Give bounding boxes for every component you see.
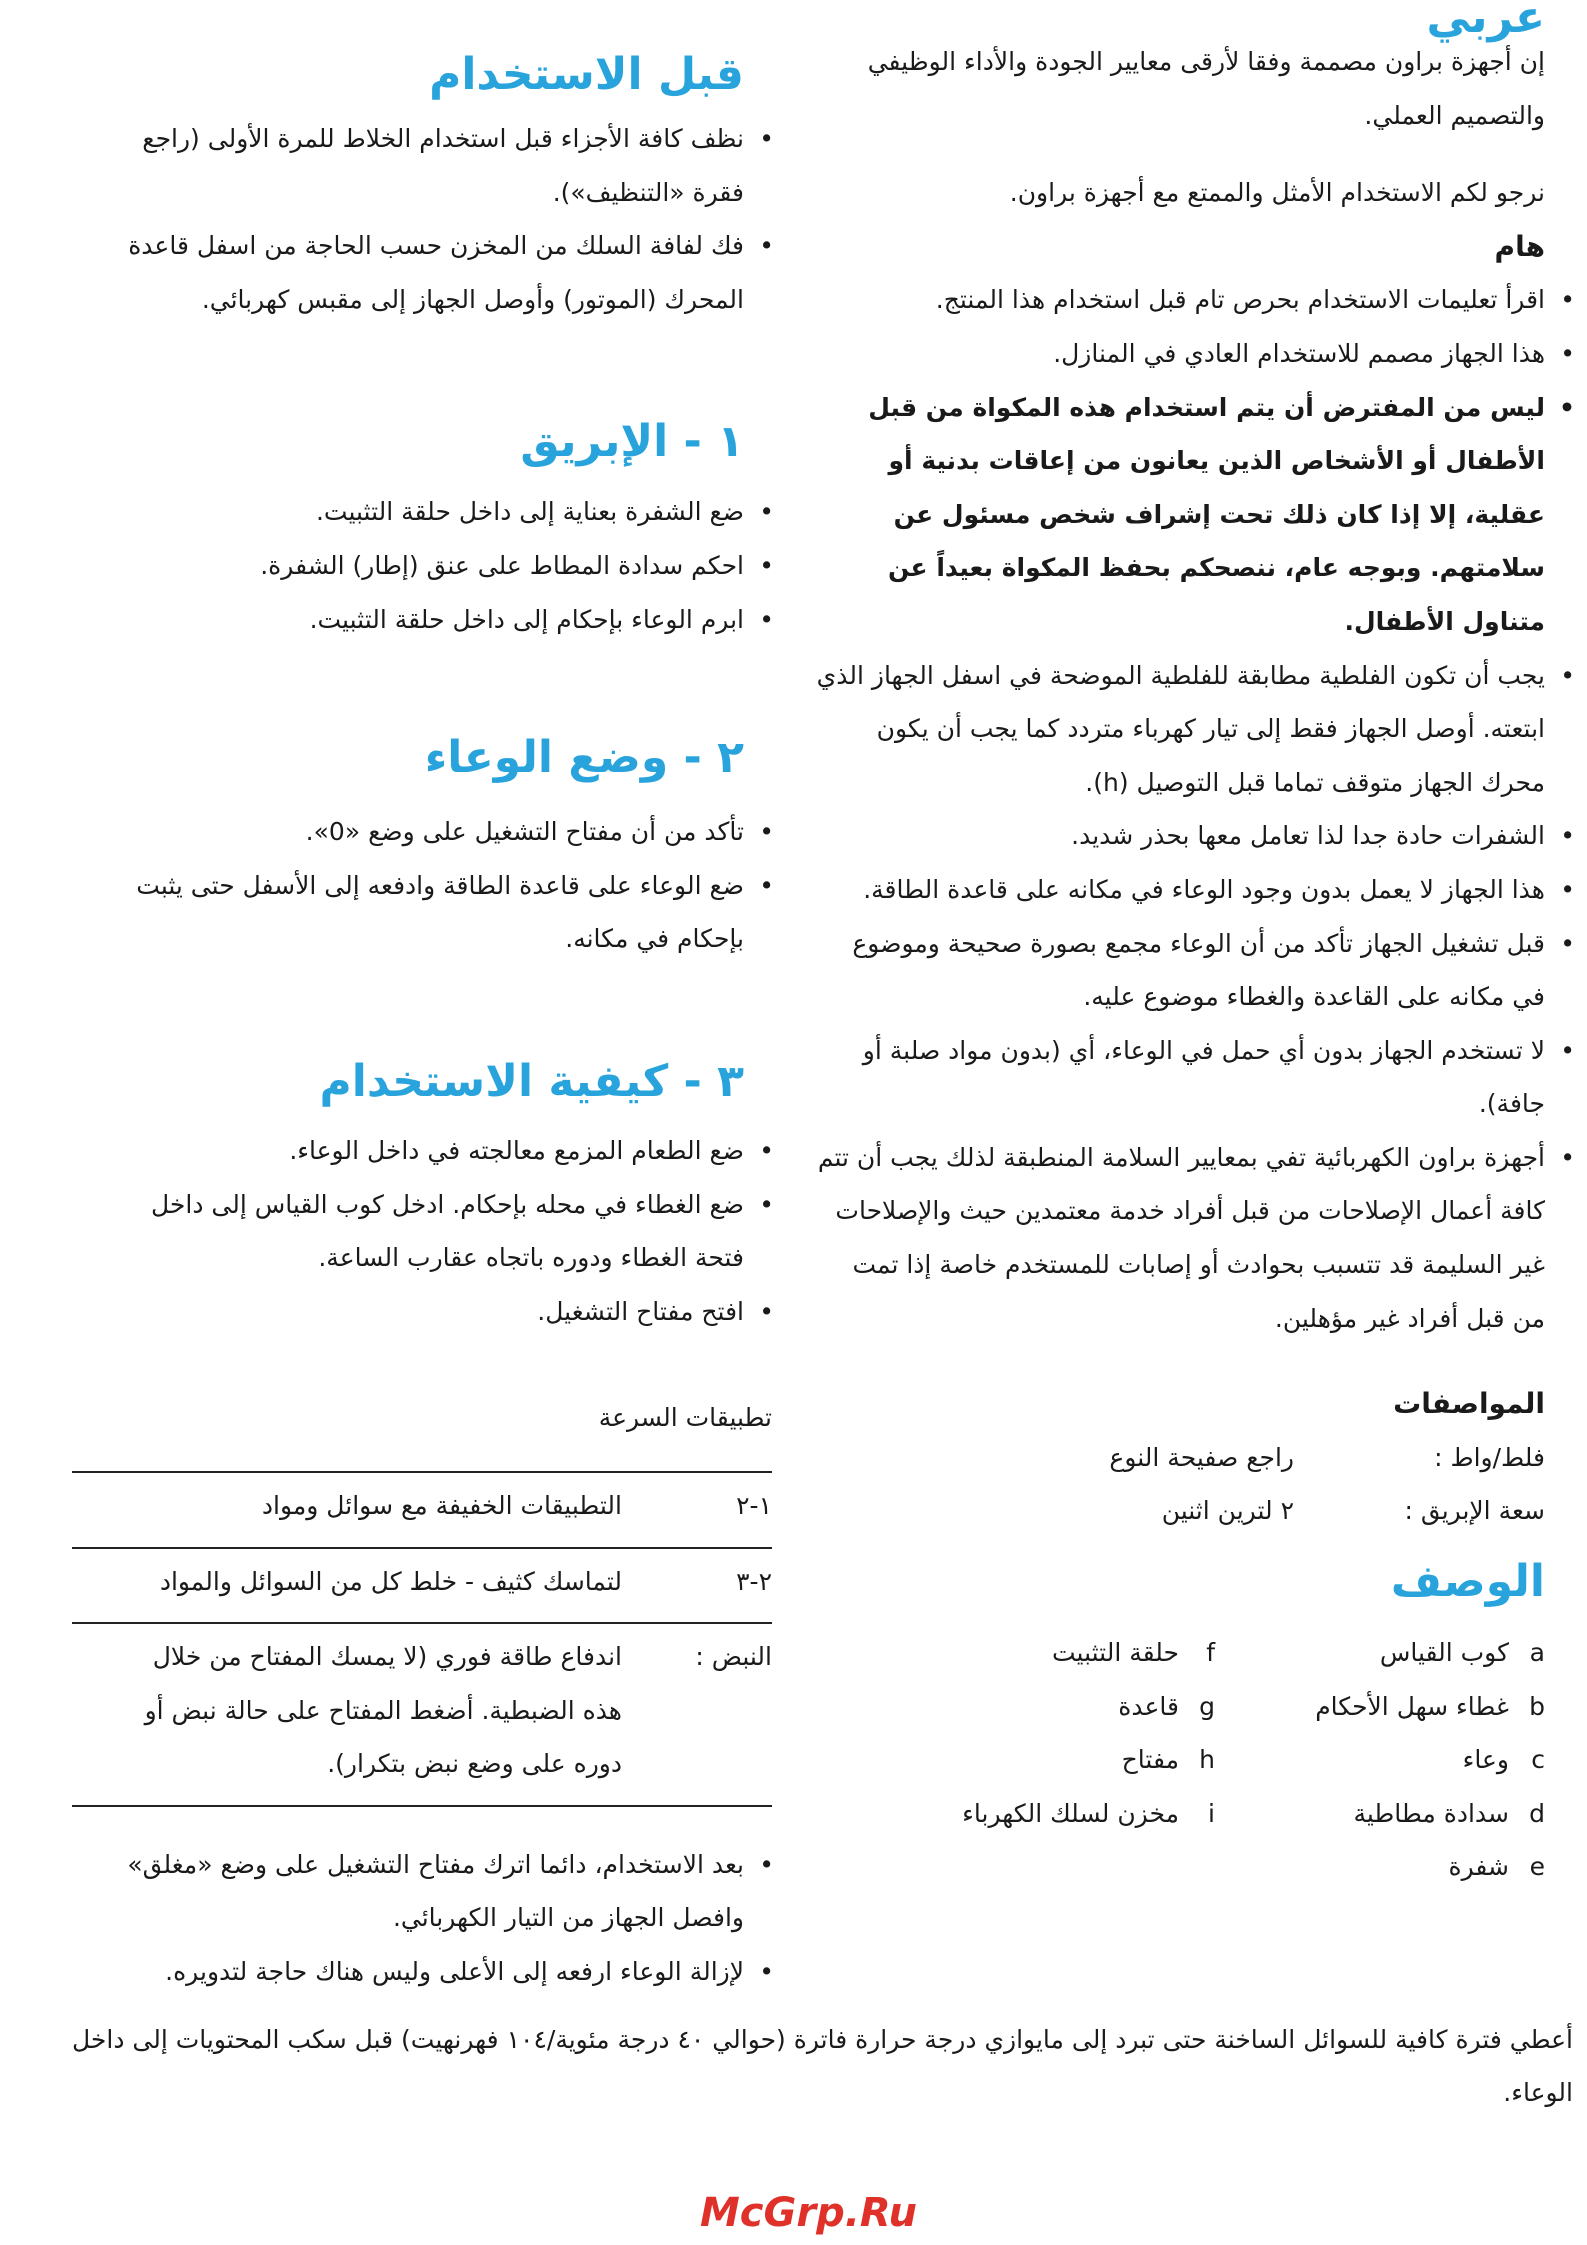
part-name: حلقة التثبيت bbox=[1051, 1638, 1179, 1668]
list-item: • قبل تشغيل الجهاز تأكد من أن الوعاء مجمع بصورة صحيحة وموضوع في مكانه على القاعدة والغطاء موضوع عليه. bbox=[815, 917, 1545, 1024]
list-item: • هذا الجهاز لا يعمل بدون وجود الوعاء في مكانه على قاعدة الطاقة. bbox=[815, 863, 1545, 917]
list-item: • لا تستخدم الجهاز بدون أي حمل في الوعاء، أي (بدون مواد صلبة أو جافة). bbox=[815, 1024, 1545, 1131]
jug-heading: ١ - الإبريق bbox=[520, 416, 744, 468]
part-key: d bbox=[1529, 1798, 1545, 1828]
table-row bbox=[72, 1547, 772, 1623]
part-key bbox=[1179, 1840, 1215, 1894]
list-item: • لإزالة الوعاء ارفعه إلى الأعلى وليس هناك حاجة لتدويره. bbox=[107, 1945, 744, 1999]
list-item: • فك لفافة السلك من المخزن حسب الحاجة من اسفل قاعدة المحرك (الموتور) وأوصل الجهاز إلى مقبس كهربائي. bbox=[107, 219, 744, 326]
language-heading: عربي bbox=[1426, 0, 1545, 43]
part-name: غطاء سهل الأحكام bbox=[1315, 1691, 1509, 1721]
list-item: • اقرأ تعليمات الاستخدام بحرص تام قبل استخدام هذا المنتج. bbox=[815, 273, 1545, 327]
speed-key: ١-٢ bbox=[736, 1490, 772, 1520]
speed-table-title: تطبيقات السرعة bbox=[598, 1403, 772, 1433]
part-key: e bbox=[1529, 1852, 1545, 1882]
intro-paragraph-2: نرجو لكم الاستخدام الأمثل والممتع مع أجهزة براون. bbox=[1009, 178, 1545, 208]
list-item: • ضع الوعاء على قاعدة الطاقة وادفعه إلى الأسفل حتى يثبت بإحكام في مكانه. bbox=[107, 859, 744, 966]
intro-paragraph: إن أجهزة براون مصممة وفقا لأرقى معايير الجودة والأداء الوظيفي والتصميم العملي. bbox=[867, 47, 1545, 130]
table-row bbox=[72, 1471, 772, 1547]
part-name: وعاء bbox=[1462, 1745, 1509, 1775]
part-name: مخزن لسلك الكهرباء bbox=[962, 1798, 1179, 1828]
list-item: • افتح مفتاح التشغيل. bbox=[107, 1285, 744, 1339]
part-key: i bbox=[1208, 1798, 1215, 1828]
list-item: • احكم سدادة المطاط على عنق (إطار) الشفرة. bbox=[107, 539, 744, 593]
list-item: • الشفرات حادة جدا لذا تعامل معها بحذر شديد. bbox=[815, 809, 1545, 863]
bowl-heading: ٢ - وضع الوعاء bbox=[424, 732, 744, 784]
speed-value: التطبيقات الخفيفة مع سوائل ومواد bbox=[261, 1490, 622, 1520]
watermark: McGrp.Ru bbox=[700, 2190, 917, 2236]
list-item: • تأكد من أن مفتاح التشغيل على وضع «0». bbox=[107, 805, 744, 859]
part-key: f bbox=[1206, 1638, 1215, 1668]
list-item: • يجب أن تكون الفلطية مطابقة للفلطية الموضحة في اسفل الجهاز الذي ابتعته. أوصل الجهاز فقط إلى تيار كهرباء متردد كما يجب أن يكون محرك الجهاز متوقف تماما قبل التوصيل (h). bbox=[815, 649, 1545, 810]
specs-table bbox=[815, 1431, 1545, 1538]
list-item: • أجهزة براون الكهربائية تفي بمعايير السلامة المنطبقة لذلك يجب أن تتم كافة أعمال الإصلاحات من قبل أفراد خدمة معتمدين حيث والإصلاحات غير السليمة قد تتسبب بحوادث أو إصابات للمستخدم خاصة إذا تمت من قبل أفراد غير مؤهلين. bbox=[815, 1131, 1545, 1345]
part-key: a bbox=[1529, 1638, 1545, 1668]
part-name: مفتاح bbox=[1121, 1745, 1179, 1775]
part-name bbox=[815, 1840, 1179, 1894]
list-item-warning: • ليس من المفترض أن يتم استخدام هذه المكواة من قبل الأطفال أو الأشخاص الذين يعانون من إعاقات بدنية أو عقلية، إلا إذا كان ذلك تحت إشراف شخص مسئول عن سلامتهم. وبوجه عام، ننصحكم بحفظ المكواة بعيداً عن متناول الأطفال. bbox=[815, 381, 1545, 649]
spec-label: سعة الإبريق : bbox=[1404, 1496, 1545, 1526]
right-column bbox=[815, 0, 1545, 1894]
speed-key: النبض : bbox=[695, 1642, 772, 1672]
part-name: سدادة مطاطية bbox=[1353, 1798, 1509, 1828]
speed-key: ٢-٣ bbox=[736, 1566, 772, 1596]
part-name: شفرة bbox=[1448, 1852, 1509, 1882]
list-item: • نظف كافة الأجزاء قبل استخدام الخلاط للمرة الأولى (راجع فقرة «التنظيف»). bbox=[107, 112, 744, 219]
description-heading: الوصف bbox=[1390, 1556, 1545, 1608]
left-column bbox=[107, 45, 772, 1999]
important-heading: هام bbox=[1494, 229, 1545, 263]
part-name: كوب القياس bbox=[1379, 1638, 1509, 1668]
speed-table bbox=[72, 1471, 772, 1807]
spec-value: راجع صفيحة النوع bbox=[1109, 1442, 1294, 1472]
list-item: • ضع الغطاء في محله بإحكام. ادخل كوب القياس إلى داخل فتحة الغطاء ودوره باتجاه عقارب الساعة. bbox=[107, 1178, 744, 1285]
spec-label: فلط/واط : bbox=[1434, 1442, 1545, 1472]
part-key: c bbox=[1531, 1745, 1545, 1775]
spec-value: ٢ لترين اثنين bbox=[1161, 1496, 1294, 1526]
parts-list bbox=[815, 1626, 1545, 1894]
list-item: • هذا الجهاز مصمم للاستخدام العادي في المنازل. bbox=[815, 327, 1545, 381]
part-name: قاعدة bbox=[1118, 1691, 1179, 1721]
table-row bbox=[72, 1622, 772, 1805]
part-key: h bbox=[1199, 1745, 1215, 1775]
list-item: • ابرم الوعاء بإحكام إلى داخل حلقة التثبيت. bbox=[107, 593, 744, 647]
specs-heading: المواصفات bbox=[1393, 1387, 1545, 1421]
part-key: g bbox=[1199, 1691, 1215, 1721]
part-key: b bbox=[1529, 1691, 1545, 1721]
list-item: • بعد الاستخدام، دائما اترك مفتاح التشغيل على وضع «مغلق» وافصل الجهاز من التيار الكهربائي. bbox=[107, 1838, 744, 1945]
speed-value: لتماسك كثيف - خلط كل من السوائل والمواد bbox=[159, 1566, 622, 1596]
footer-paragraph: أعطي فترة كافية للسوائل الساخنة حتى تبرد إلى مايوازي درجة حرارة فاترة (حوالي ٤٠ درجة مئوية/١٠٤ فهرنهيت) قبل سكب المحتويات إلى داخل الوعاء. bbox=[71, 2024, 1573, 2108]
speed-value: اندفاع طاقة فوري (لا يمسك المفتاح من خلال هذه الضبطية. أضغط المفتاح على حالة نبض أو دوره على وضع نبض بتكرار). bbox=[144, 1642, 622, 1779]
how-to-use-heading: ٣ - كيفية الاستخدام bbox=[319, 1055, 744, 1107]
list-item: • ضع الطعام المزمع معالجته في داخل الوعاء. bbox=[107, 1124, 744, 1178]
before-use-heading: قبل الاستخدام bbox=[429, 49, 744, 100]
list-item: • ضع الشفرة بعناية إلى داخل حلقة التثبيت. bbox=[107, 485, 744, 539]
